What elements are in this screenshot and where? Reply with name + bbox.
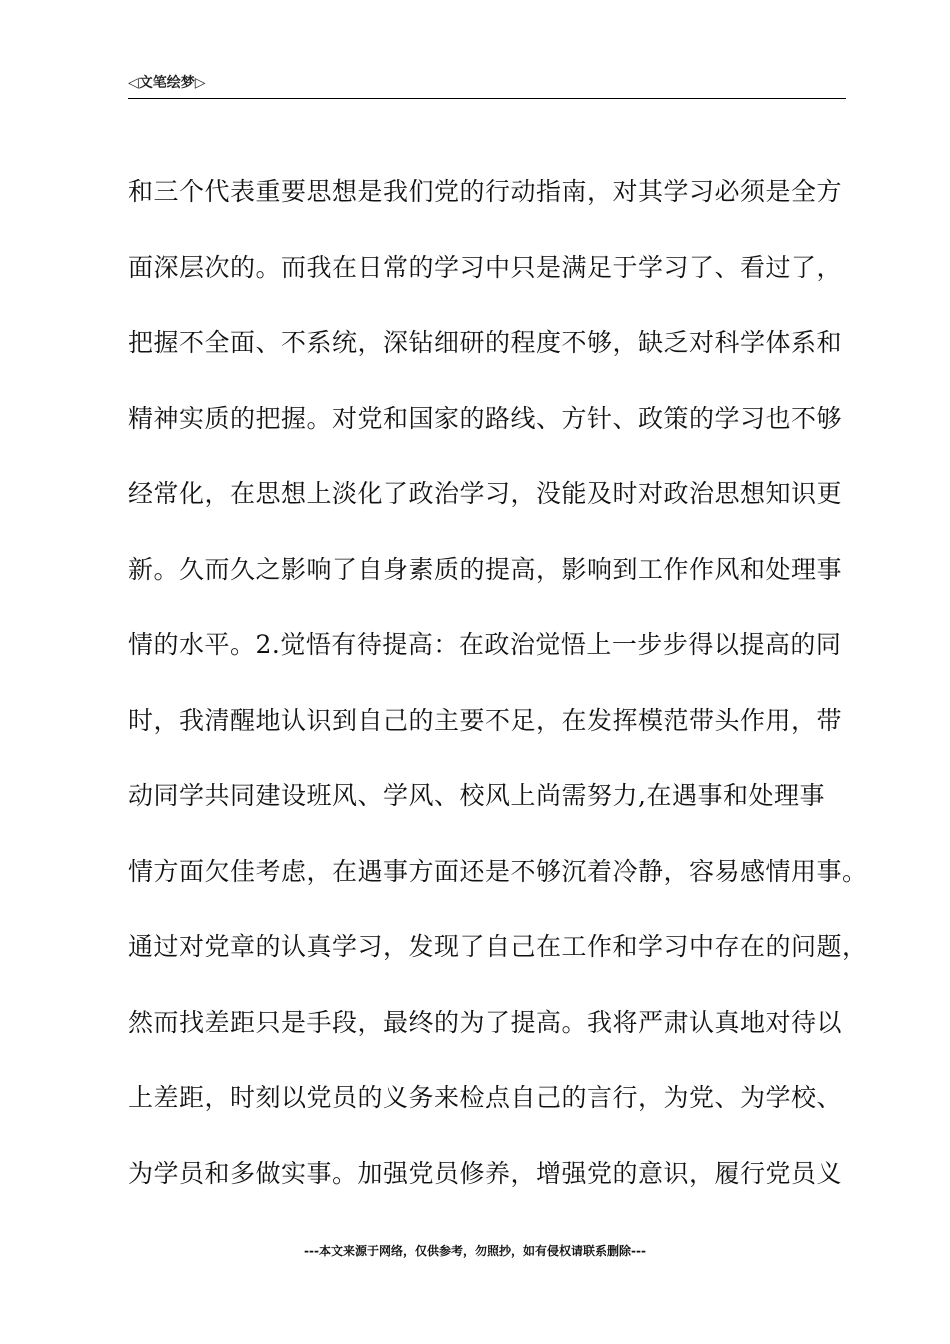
- text-line: 通过对党章的认真学习，发现了自己在工作和学习中存在的问题，: [128, 932, 868, 961]
- text-line: 时，我清醒地认识到自己的主要不足，在发挥模范带头作用，带: [128, 705, 843, 735]
- page-footer-notice: ---本文来源于网络，仅供参考，勿照抄，如有侵权请联系删除---: [304, 1244, 646, 1258]
- text-line: 把握不全面、不系统，深钻细研的程度不够，缺乏对科学体系和: [128, 328, 843, 357]
- text-line: 面深层次的。而我在日常的学习中只是满足于学习了、看过了，: [128, 252, 843, 282]
- text-line: 然而找差距只是手段，最终的为了提高。我将严肃认真地对待以: [128, 1007, 843, 1037]
- page-header: [128, 70, 846, 99]
- header-title: ◁文笔绘梦▷: [128, 75, 206, 91]
- text-line: 精神实质的把握。对党和国家的路线、方针、政策的学习也不够: [128, 403, 843, 433]
- text-line: 动同学共同建设班风、学风、校风上尚需努力,在遇事和处理事: [128, 781, 825, 810]
- text-line: 新。久而久之影响了自身素质的提高，影响到工作作风和处理事: [128, 554, 843, 584]
- text-line: 为学员和多做实事。加强党员修养，增强党的意识，履行党员义: [128, 1158, 843, 1188]
- text-line: 情方面欠佳考虑，在遇事方面还是不够沉着冷静，容易感情用事。: [128, 856, 868, 886]
- text-line: 和三个代表重要思想是我们党的行动指南，对其学习必须是全方: [128, 177, 843, 206]
- text-line: 上差距，时刻以党员的义务来检点自己的言行，为党、为学校、: [128, 1083, 843, 1112]
- text-line: 情的水平。2.觉悟有待提高：在政治觉悟上一步步得以提高的同: [128, 630, 842, 659]
- text-line: 经常化，在思想上淡化了政治学习，没能及时对政治思想知识更: [128, 479, 843, 508]
